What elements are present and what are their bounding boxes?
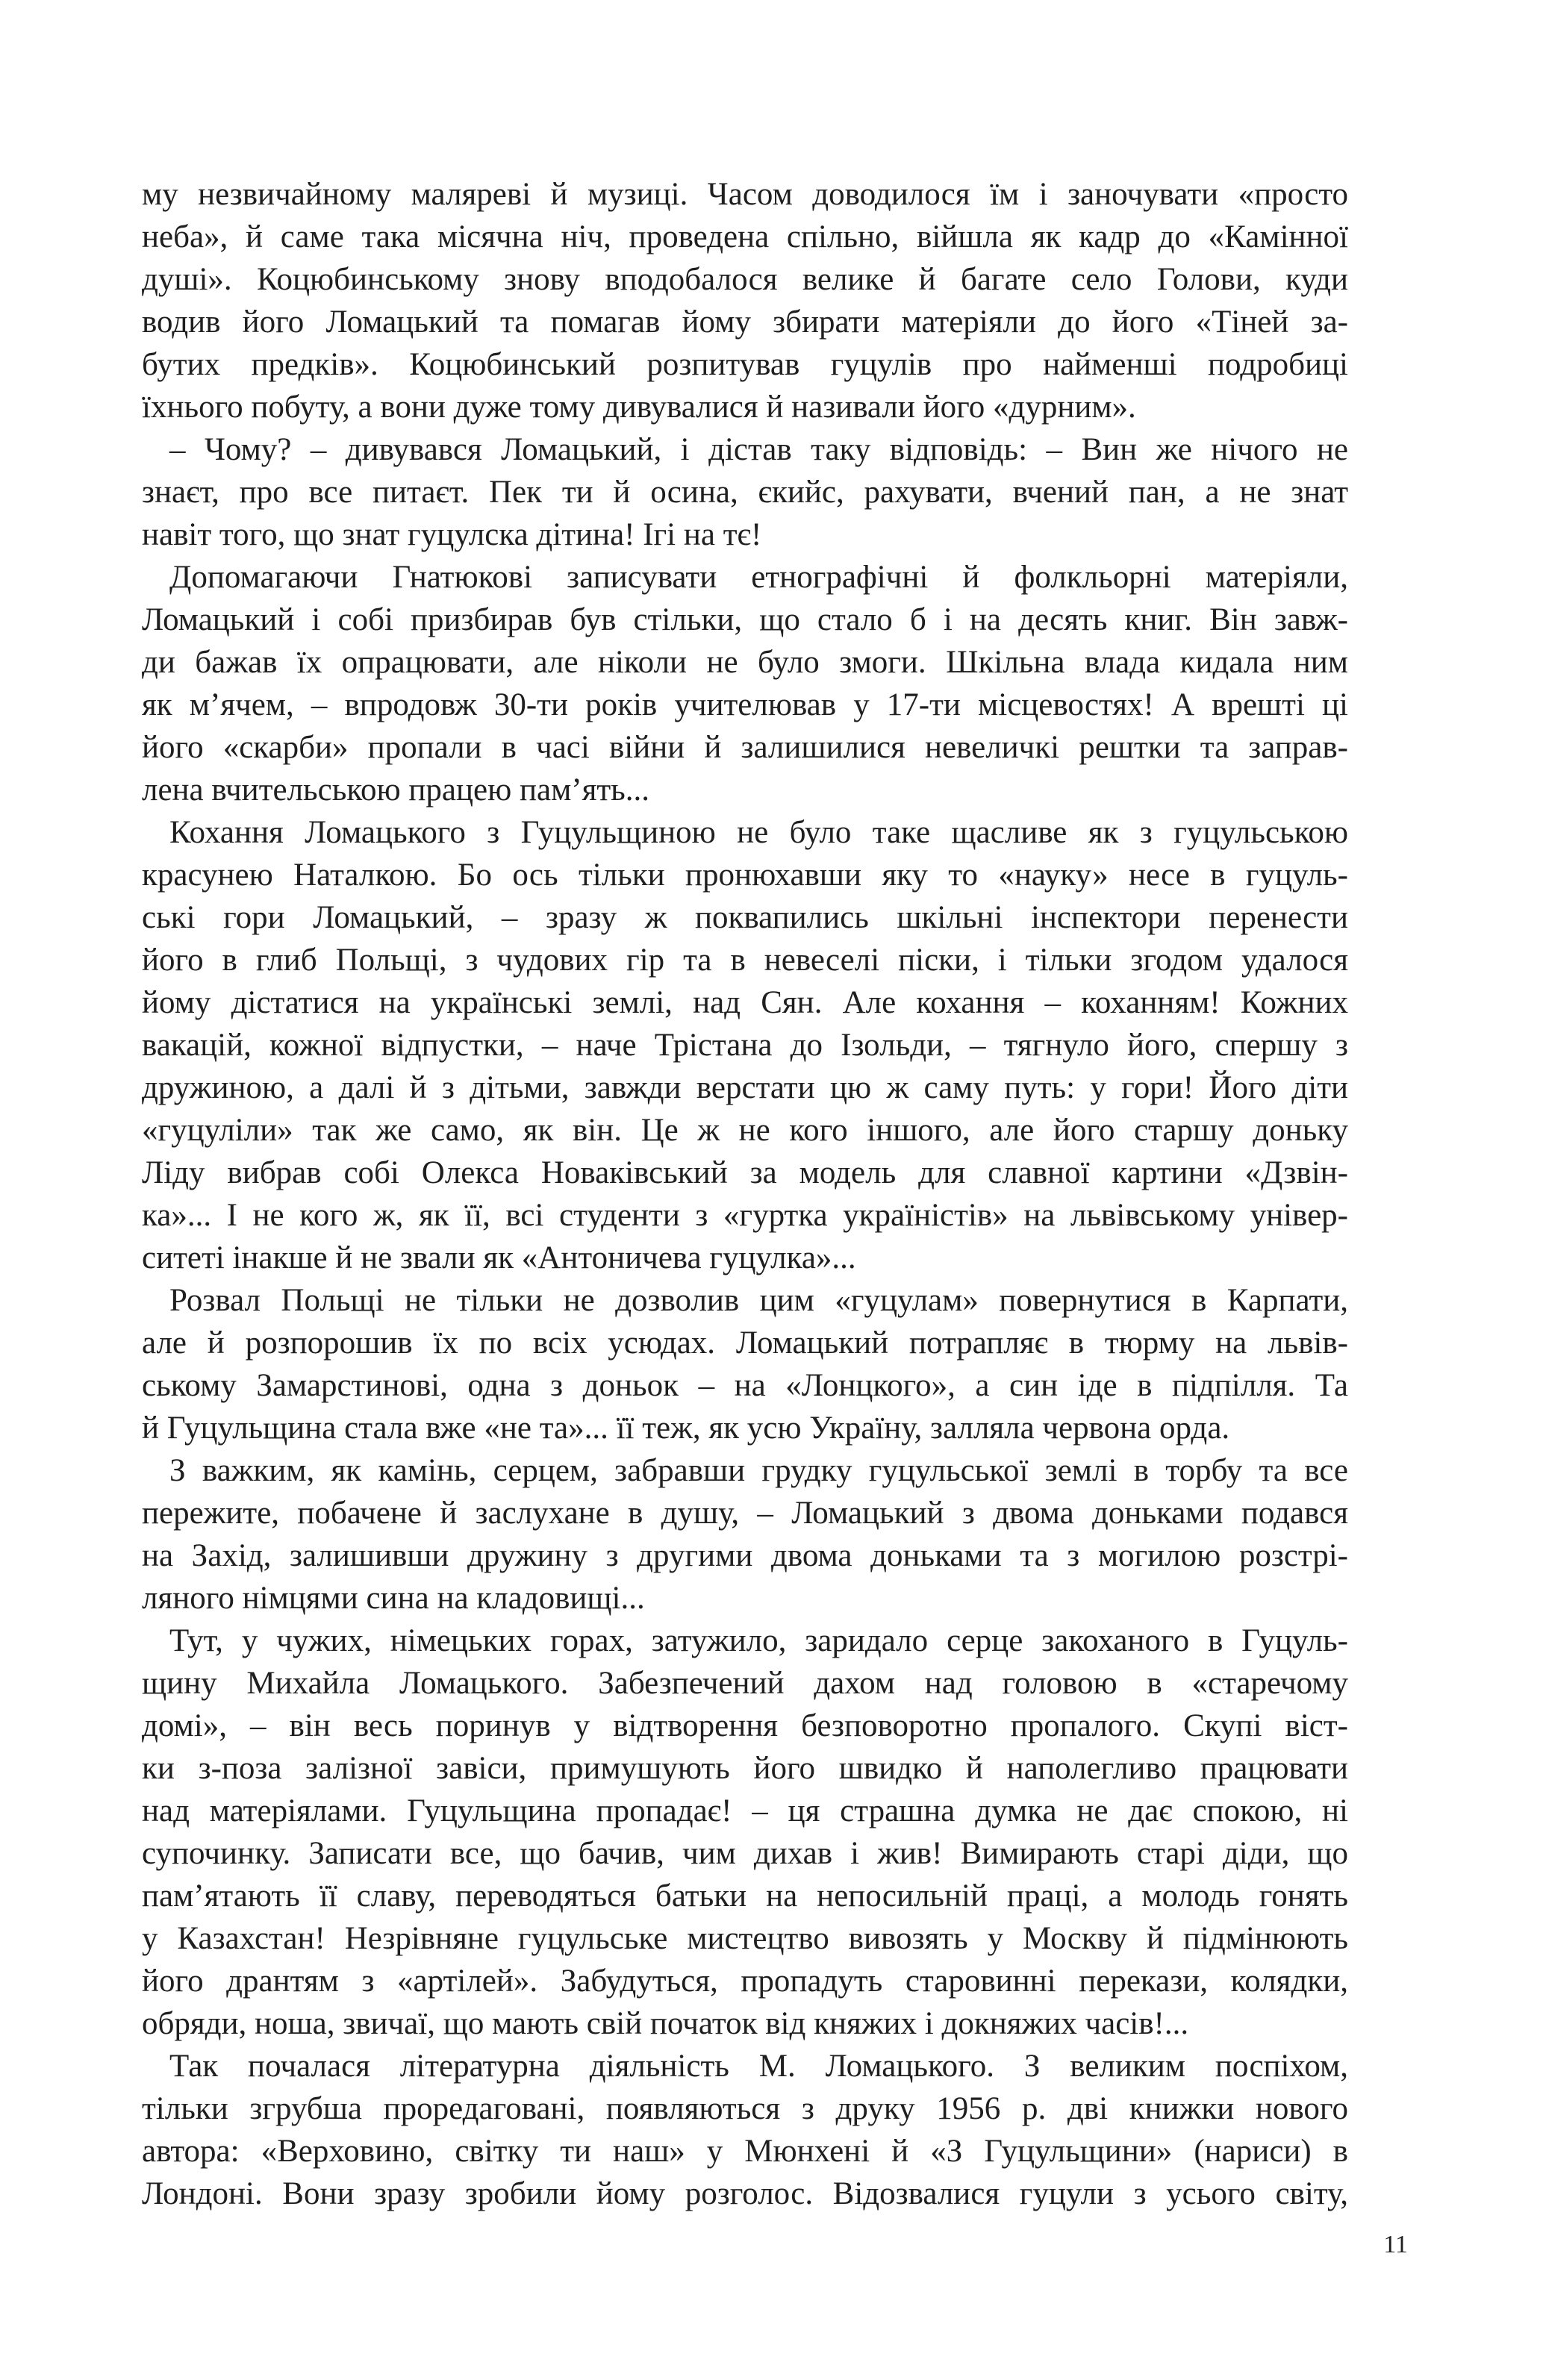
- text-line: Тут, у чужих, німецьких горах, затужило, заридало серце закоханого в Гуцуль-: [169, 1623, 1348, 1658]
- paragraph: [142, 2045, 1348, 2215]
- text-line: обряди, ноша, звичаї, що мають свій початок від княжих і докняжих часів!...: [142, 2006, 1189, 2041]
- text-line: пам’ятають її славу, переводяться батьки на непосильній праці, а молодь гонять: [142, 1878, 1348, 1914]
- text-line: у Казахстан! Незрівняне гуцульське мистецтво вивозять у Москву й підмінюють: [142, 1921, 1348, 1956]
- paragraph: [142, 173, 1348, 428]
- text-line: автора: «Верховино, світку ти наш» у Мюнхені й «З Гуцульщини» (нариси) в: [142, 2134, 1348, 2169]
- text-line: знаєт, про все питаєт. Пек ти й осина, єкийс, рахувати, вчений пан, а не знат: [142, 475, 1348, 510]
- paragraph: [142, 556, 1348, 811]
- text-line: – Чому? – дивувався Ломацький, і дістав таку відповідь: – Вин же нічого не: [169, 432, 1348, 467]
- text-line: му незвичайному маляреві й музиці. Часом доводилося їм і заночувати «просто: [142, 177, 1348, 212]
- text-line: ситеті інакше й не звали як «Антоничева гуцулка»...: [142, 1240, 856, 1275]
- text-line: Ломацький і собі призбирав був стільки, що стало б і на десять книг. Він завж-: [142, 602, 1348, 637]
- text-line: супочинку. Записати все, що бачив, чим дихав і жив! Вимирають старі діди, що: [142, 1836, 1348, 1871]
- text-line: «гуцуліли» так же само, як він. Це ж не кого іншого, але його старшу доньку: [142, 1113, 1348, 1148]
- text-line: душі». Коцюбинському знову вподобалося велике й багате село Голови, куди: [142, 262, 1348, 297]
- text-line: дружиною, а далі й з дітьми, завжди верстати цю ж саму путь: у гори! Його діти: [142, 1070, 1348, 1105]
- text-line: на Захід, залишивши дружину з другими двома доньками та з могилою розстрі-: [142, 1538, 1348, 1573]
- text-line: його «скарби» пропали в часі війни й залишилися невеличкі рештки та заправ-: [142, 730, 1348, 765]
- paragraph: [142, 428, 1348, 556]
- text-line: ки з-поза залізної завіси, примушують його швидко й наполегливо працювати: [142, 1751, 1348, 1786]
- text-line: ка»... І не кого ж, як її, всі студенти з «гуртка україністів» на львівському універ-: [142, 1198, 1348, 1233]
- text-line: ляного німцями сина на кладовищі...: [142, 1581, 645, 1616]
- text-line: над матеріялами. Гуцульщина пропадає! – ця страшна думка не дає спокою, ні: [142, 1793, 1348, 1828]
- text-line: водив його Ломацький та помагав йому збирати матеріяли до його «Тіней за-: [142, 304, 1348, 340]
- text-line: пережите, побачене й заслухане в душу, – Ломацький з двома доньками подався: [142, 1496, 1348, 1531]
- text-line: Лондоні. Вони зразу зробили йому розголос. Відозвалися гуцули з усього світу,: [142, 2176, 1348, 2211]
- text-line: ди бажав їх опрацювати, але ніколи не було змоги. Шкільна влада кидала ним: [142, 645, 1348, 680]
- text-line: тільки згрубша проредаговані, появляються з друку 1956 р. дві книжки нового: [142, 2091, 1348, 2126]
- text-line: їхнього побуту, а вони дуже тому дивувалися й називали його «дурним».: [142, 390, 1136, 425]
- text-line: Допомагаючи Гнатюкові записувати етнографічні й фолкльорні матеріяли,: [169, 560, 1348, 595]
- text-line: домі», – він весь поринув у відтворення безповоротно пропалого. Скупі віст-: [142, 1708, 1348, 1743]
- paragraph: [142, 1449, 1348, 1620]
- text-line: його в глиб Польщі, з чудових гір та в невеселі піски, і тільки згодом удалося: [142, 943, 1348, 978]
- text-line: красунею Наталкою. Бо ось тільки пронюхавши яку то «науку» несе в гуцуль-: [142, 858, 1348, 893]
- text-line: й Гуцульщина стала вже «не та»... її теж, як усю Україну, залляла червона орда.: [142, 1411, 1230, 1446]
- text-line: вакацій, кожної відпустки, – наче Трістана до Ізольди, – тягнуло його, спершу з: [142, 1028, 1348, 1063]
- text-line: йому дістатися на українські землі, над Сян. Але кохання – коханням! Кожних: [142, 985, 1348, 1020]
- text-line: як м’ячем, – впродовж 30-ти років учителював у 17-ти місцевостях! А врешті ці: [142, 687, 1348, 722]
- body-text: [142, 173, 1348, 2215]
- text-line: Розвал Польщі не тільки не дозволив цим «гуцулам» повернутися в Карпати,: [169, 1283, 1348, 1318]
- text-line: Кохання Ломацького з Гуцульщиною не було таке щасливе як з гуцульською: [169, 815, 1348, 850]
- text-line: З важким, як камінь, серцем, забравши грудку гуцульської землі в торбу та все: [169, 1453, 1348, 1488]
- paragraph: [142, 1279, 1348, 1449]
- page-number: 11: [1383, 2231, 1408, 2258]
- text-line: навіт того, що знат гуцулска дітина! Ігі на тє!: [142, 517, 762, 552]
- text-line: щину Михайла Ломацького. Забезпечений дахом над головою в «старечому: [142, 1666, 1348, 1701]
- text-line: Так почалася літературна діяльність М. Ломацького. З великим поспіхом,: [169, 2049, 1348, 2084]
- text-line: лена вчительською працею пам’ять...: [142, 772, 650, 808]
- text-line: бутих предків». Коцюбинський розпитував гуцулів про найменші подробиці: [142, 347, 1348, 382]
- text-line: його дрантям з «артілей». Забудуться, пропадуть старовинні перекази, колядки,: [142, 1964, 1348, 1999]
- paragraph: [142, 811, 1348, 1279]
- paragraph: [142, 1620, 1348, 2045]
- text-line: але й розпорошив їх по всіх усюдах. Ломацький потрапляє в тюрму на львів-: [142, 1325, 1348, 1361]
- text-line: неба», й саме така місячна ніч, проведена спільно, війшла як кадр до «Камінної: [142, 219, 1348, 254]
- text-line: ському Замарстинові, одна з доньок – на «Лонцкого», а син іде в підпілля. Та: [142, 1368, 1348, 1403]
- text-line: ські гори Ломацький, – зразу ж поквапились шкільні інспектори перенести: [142, 900, 1348, 935]
- text-line: Ліду вибрав собі Олекса Новаківський за модель для славної картини «Дзвін-: [142, 1155, 1348, 1190]
